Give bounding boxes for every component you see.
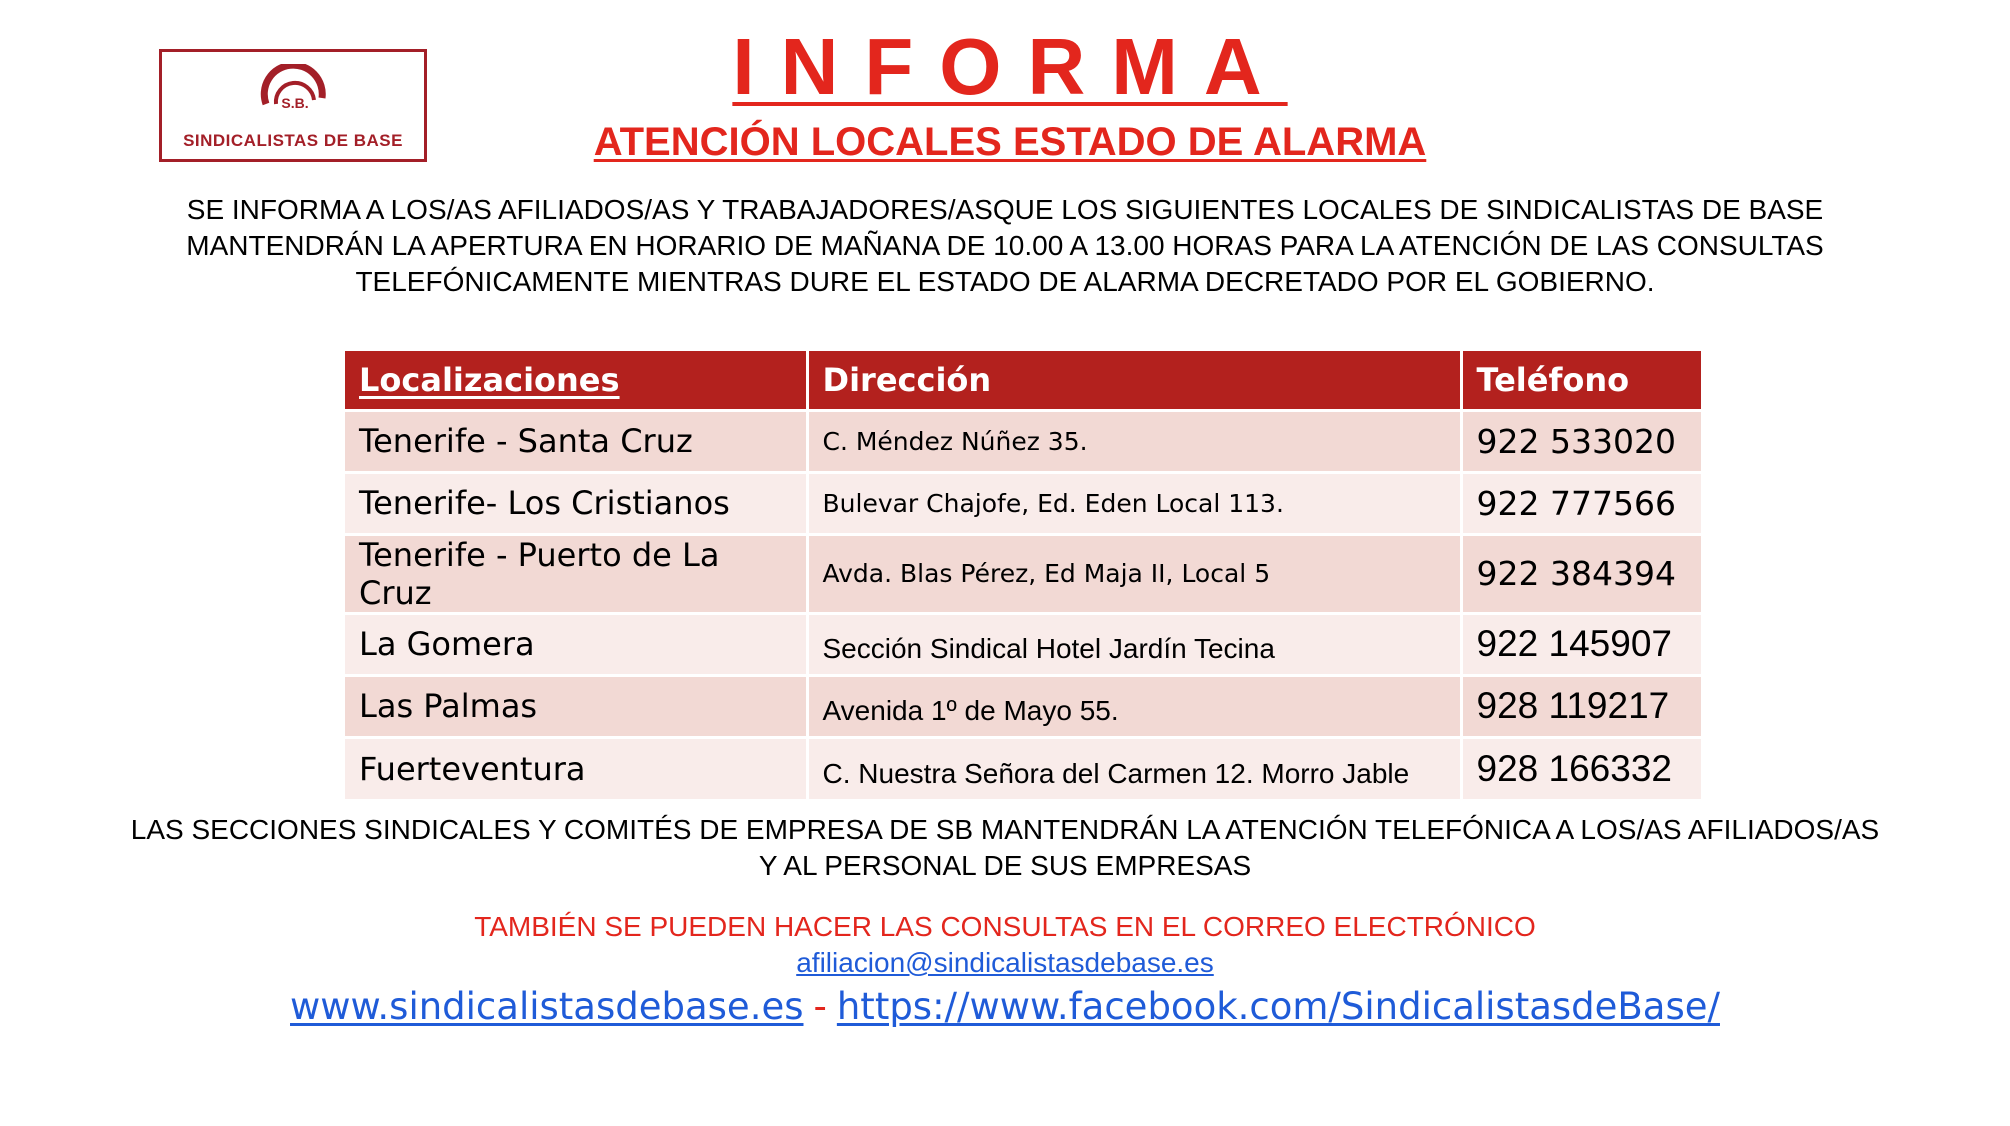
header-direccion: Dirección <box>807 351 1461 410</box>
sections-line: LAS SECCIONES SINDICALES Y COMITÉS DE EMPRESA DE SB MANTENDRÁN LA ATENCIÓN TELEFÓNICA A LOS/AS AFILIADOS/AS <box>130 814 1880 845</box>
logo-initials: S.B. <box>281 95 309 111</box>
sections-notice <box>60 812 1950 884</box>
phone-cell: 922 145907 <box>1461 613 1701 675</box>
header-telefono: Teléfono <box>1461 351 1701 410</box>
page-subtitle-text: ATENCIÓN LOCALES ESTADO DE ALARMA <box>593 120 1427 164</box>
location-cell: Las Palmas <box>345 675 807 737</box>
sections-line: Y AL PERSONAL DE SUS EMPRESAS <box>758 850 1252 881</box>
table-row <box>345 534 1701 613</box>
locales-table <box>345 351 1701 799</box>
intro-line: TELEFÓNICAMENTE MIENTRAS DURE EL ESTADO DE ALARMA DECRETADO POR EL GOBIERNO. <box>355 266 1655 297</box>
table-row <box>345 472 1701 534</box>
location-cell: Fuerteventura <box>345 737 807 799</box>
location-cell: La Gomera <box>345 613 807 675</box>
address-cell: Sección Sindical Hotel Jardín Tecina <box>807 613 1461 675</box>
intro-line: SE INFORMA A LOS/AS AFILIADOS/AS Y TRABAJADORES/ASQUE LOS SIGUIENTES LOCALES DE SINDICALISTAS DE BASE <box>186 194 1824 225</box>
address-cell: Avda. Blas Pérez, Ed Maja II, Local 5 <box>807 534 1461 613</box>
address-cell: Avenida 1º de Mayo 55. <box>807 675 1461 737</box>
intro-line: MANTENDRÁN LA APERTURA EN HORARIO DE MAÑANA DE 10.00 A 13.00 HORAS PARA LA ATENCIÓN DE LAS CONSULTAS <box>186 230 1824 261</box>
table-row <box>345 410 1701 472</box>
address-cell: Bulevar Chajofe, Ed. Eden Local 113. <box>807 472 1461 534</box>
email-link[interactable]: afiliacion@sindicalistasdebase.es <box>796 947 1214 978</box>
phone-cell: 928 166332 <box>1461 737 1701 799</box>
phone-cell: 922 384394 <box>1461 534 1701 613</box>
phone-cell: 928 119217 <box>1461 675 1701 737</box>
header-localizaciones <box>345 351 807 410</box>
table-row <box>345 613 1701 675</box>
address-cell: C. Nuestra Señora del Carmen 12. Morro Jable <box>807 737 1461 799</box>
page-title-text: INFORMA <box>732 22 1288 111</box>
location-cell: Tenerife - Puerto de La Cruz <box>345 534 807 613</box>
page-title <box>560 22 1460 112</box>
link-separator: - <box>813 985 827 1028</box>
email-row <box>0 946 2010 980</box>
logo-name: SINDICALISTAS DE BASE <box>183 131 403 150</box>
sb-logo-icon <box>258 64 332 124</box>
phone-cell: 922 777566 <box>1461 472 1701 534</box>
phone-cell: 922 533020 <box>1461 410 1701 472</box>
web-links <box>0 983 2010 1031</box>
page-subtitle <box>560 118 1460 166</box>
table-row <box>345 675 1701 737</box>
facebook-link[interactable]: https://www.facebook.com/SindicalistasdeBase/ <box>836 985 1720 1028</box>
location-cell: Tenerife - Santa Cruz <box>345 410 807 472</box>
header-localizaciones-label: Localizaciones <box>359 360 620 399</box>
table-header-row <box>345 351 1701 410</box>
location-cell: Tenerife- Los Cristianos <box>345 472 807 534</box>
logo <box>159 49 427 162</box>
table-row <box>345 737 1701 799</box>
email-notice: TAMBIÉN SE PUEDEN HACER LAS CONSULTAS EN EL CORREO ELECTRÓNICO <box>474 911 1536 942</box>
address-cell: C. Méndez Núñez 35. <box>807 410 1461 472</box>
intro-paragraph <box>120 192 1890 300</box>
website-link[interactable]: www.sindicalistasdebase.es <box>290 985 804 1028</box>
